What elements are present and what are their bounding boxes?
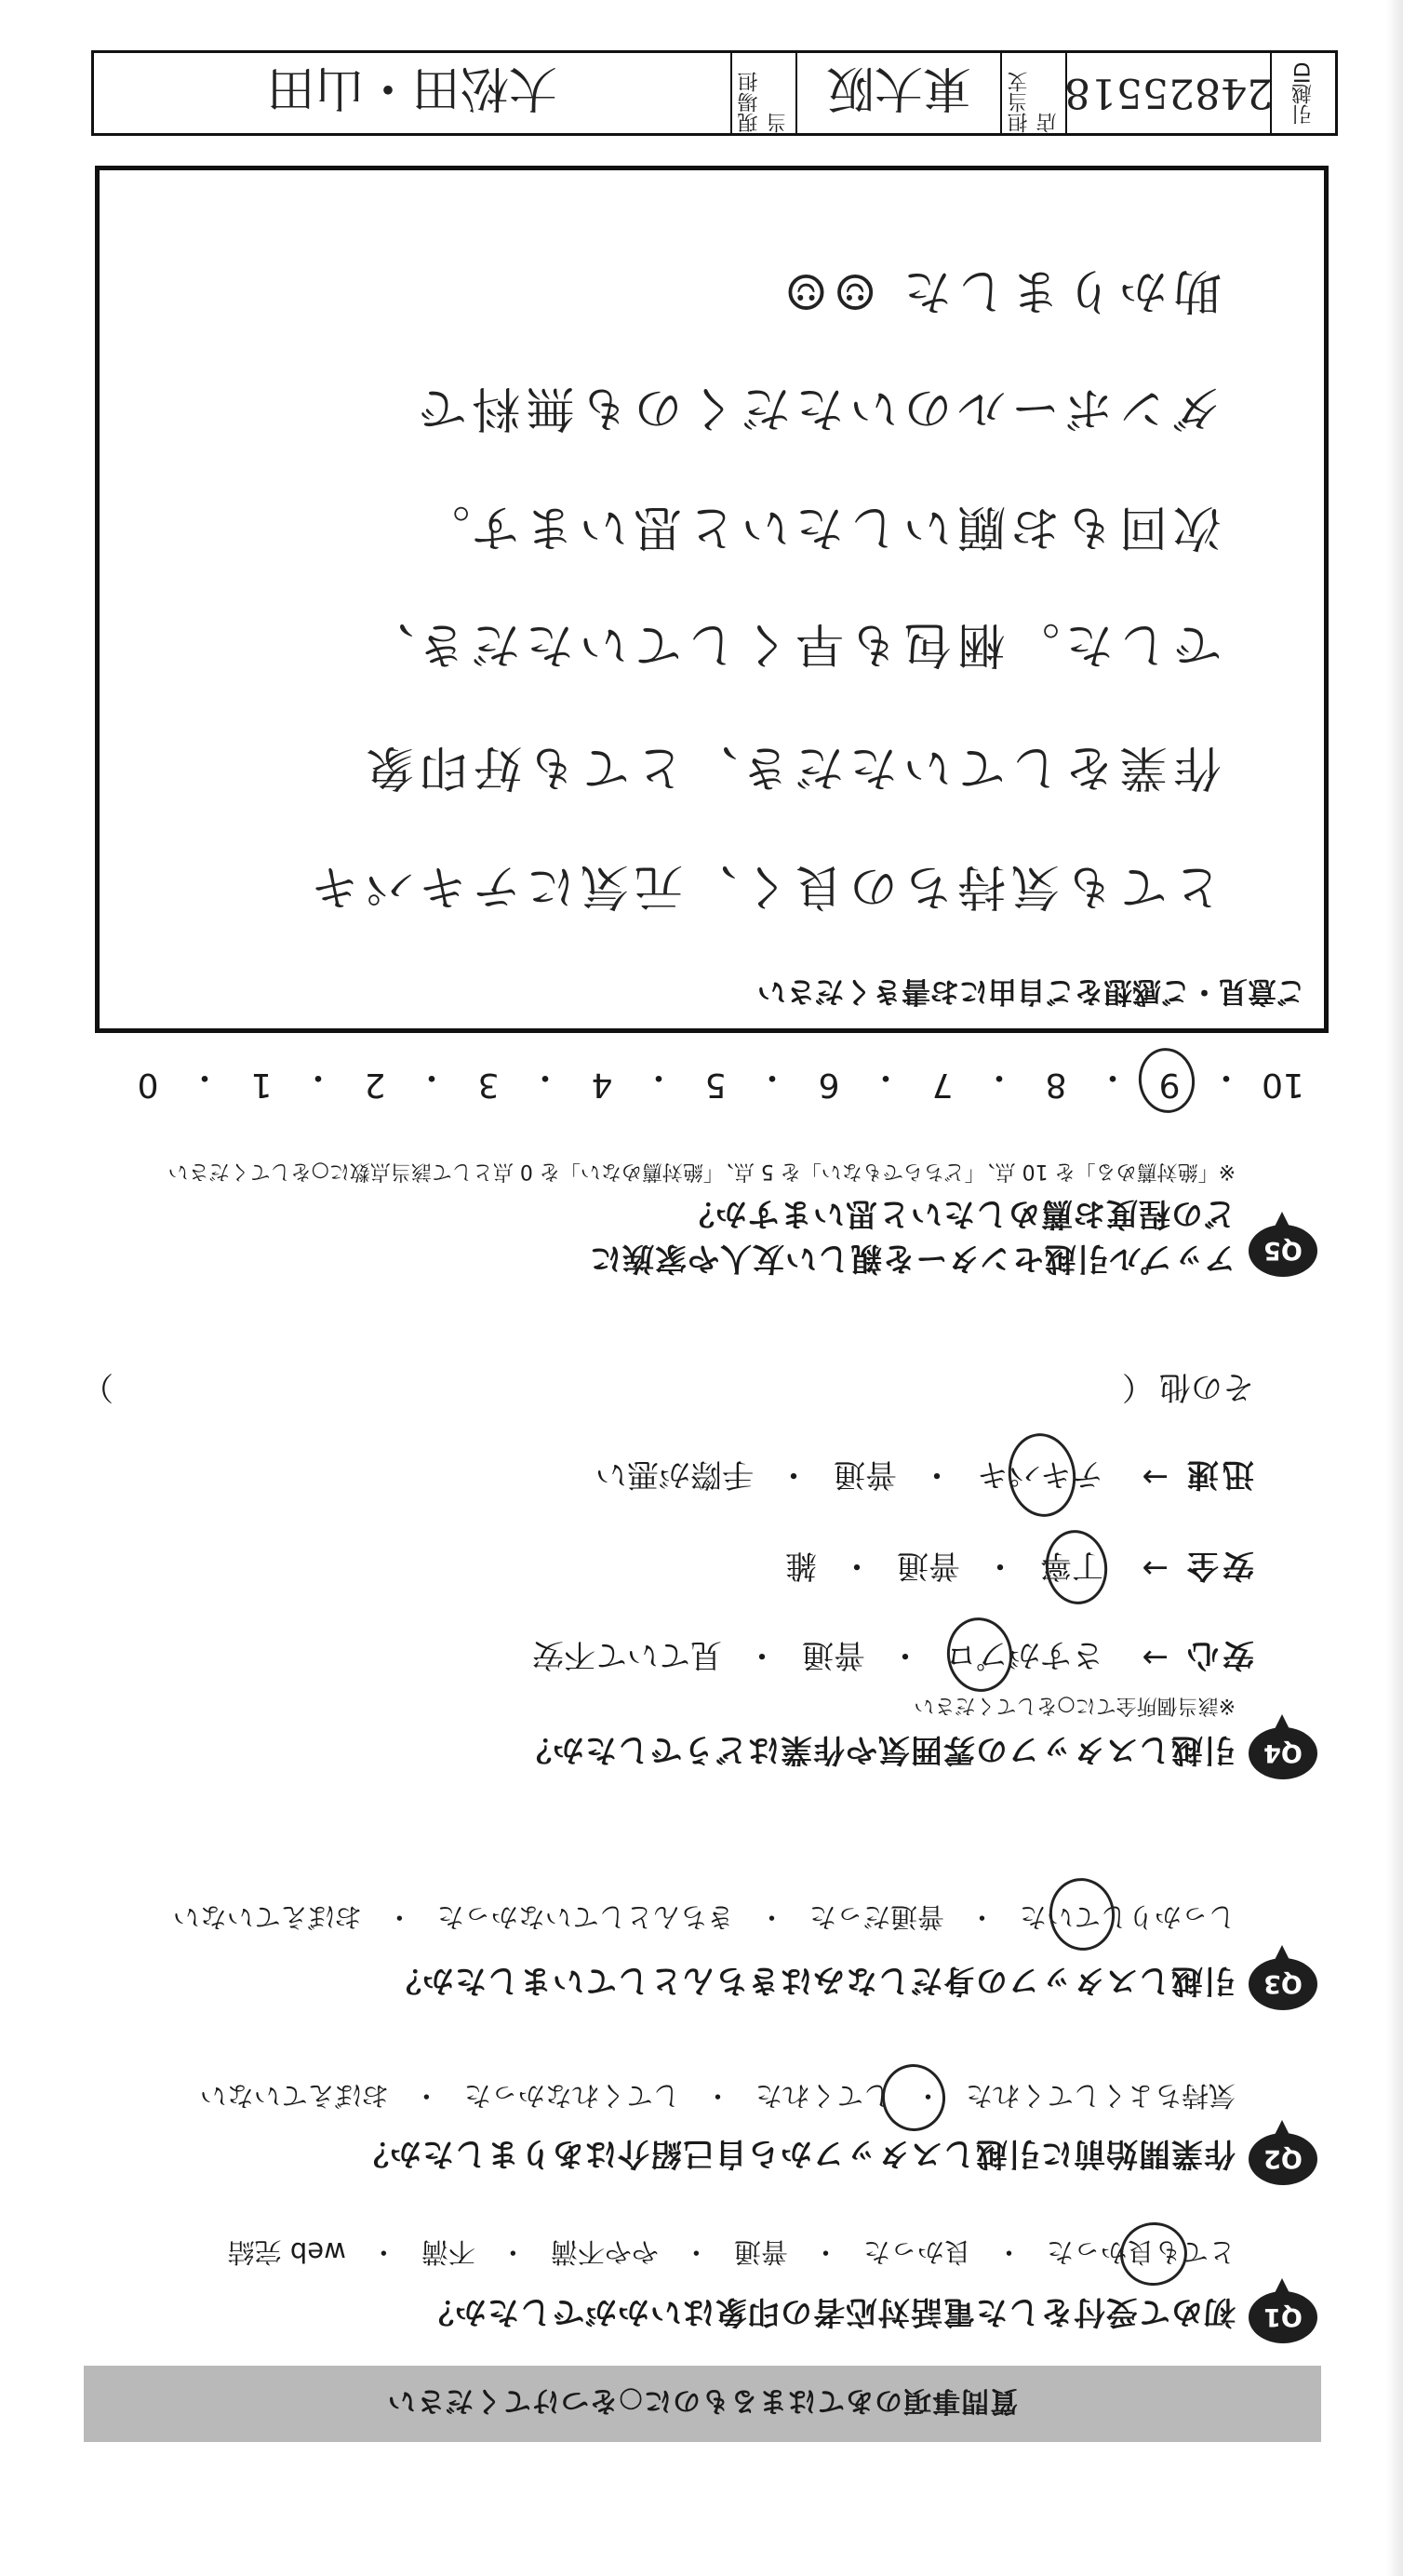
rating-option[interactable]: 1 (250, 1066, 273, 1104)
arrow-right-icon: → (1142, 1639, 1169, 1677)
q4-option[interactable]: 見ていて不安 (532, 1636, 722, 1673)
rating-option[interactable]: 0 (137, 1066, 159, 1104)
q4-row-label: 安心 (1183, 1636, 1254, 1673)
q4-other-field[interactable] (114, 1375, 1122, 1406)
q4-anzen-selection-circle (1041, 1526, 1112, 1608)
q4-option[interactable]: テキパキ (977, 1456, 1103, 1493)
q3-question: 引越しスタッフの身だしなみはきちんとしていましたか？ (389, 1962, 1236, 1999)
rating-separator: ・ (415, 1058, 449, 1096)
q1-selection-circle (1116, 2218, 1192, 2289)
q5-note: ※「絶対薦める」を 10 点、「どちらでもない」を 5 点、「絶対薦めない」を 0 点として該当点数に○をしてください (167, 1160, 1236, 1183)
rating-separator: ・ (1209, 1058, 1244, 1096)
q4-row-jinsoku: 迅速 → テキパキ ・ 普通 ・ 手際が悪い (595, 1455, 1254, 1500)
q4-anshin-selection-circle (942, 1614, 1017, 1697)
q4-badge: Q4 (1249, 1727, 1317, 1779)
q1-option[interactable]: 普通 (733, 2236, 788, 2268)
rating-separator: ・ (301, 1058, 336, 1096)
q3-option[interactable]: しっかりしていた (1019, 1901, 1236, 1933)
comment-line: ダンボールのいただくのも無料で (412, 380, 1222, 436)
comment-line: 作業をしていただき、とても好印象 (360, 739, 1222, 795)
instruction-banner: 質問事項のあてはまるものに○をつけてください (84, 2366, 1321, 2442)
comment-line: 助かりました ☺☺ (779, 262, 1222, 318)
q4-option[interactable]: 手際が悪い (595, 1456, 754, 1493)
field-leader-value: 大松田・山田 (267, 60, 558, 116)
q4-option[interactable]: さすがプロ (945, 1636, 1103, 1673)
rating-separator: ・ (869, 1058, 903, 1096)
branch-label: 担当支店 (1000, 53, 1065, 133)
q4-row-anshin: 安心 → さすがプロ ・ 普通 ・ 見ていて不安 (532, 1635, 1254, 1681)
rating-option[interactable]: 6 (818, 1066, 840, 1104)
q2-question: 作業開始前に引越しスタッフから自己紹介はありましたか？ (356, 2135, 1236, 2172)
comment-line: とても気持ちの良く、元気にテキパキ (305, 858, 1222, 914)
rating-separator: ・ (528, 1058, 563, 1096)
q1-option[interactable]: web 完結 (227, 2236, 346, 2268)
q4-other-label: その他 (1159, 1368, 1254, 1405)
q2-option[interactable]: おぼえていない (199, 2080, 389, 2112)
rating-separator: ・ (982, 1058, 1017, 1096)
q4-option[interactable]: 普通 (834, 1456, 897, 1493)
q5-question-line2: どの程度お薦めしたいと思いますか？ (682, 1195, 1236, 1232)
field-leader-label: 現場担当 (730, 53, 795, 133)
q1-badge: Q1 (1249, 2291, 1317, 2343)
comment-line: 次回もお願いしたいと思います。 (416, 499, 1222, 555)
q4-row-label: 迅速 (1183, 1456, 1254, 1493)
rating-separator: ・ (188, 1058, 222, 1096)
q4-other-open-paren: （ (1122, 1368, 1154, 1405)
rating-option[interactable]: 10 (1262, 1066, 1304, 1104)
q1-option[interactable]: やや不満 (550, 2236, 659, 2268)
q4-other-close-paren: ） (82, 1368, 114, 1405)
arrow-right-icon: → (1142, 1458, 1169, 1496)
q2-option[interactable]: 気持ちよくしてくれた (965, 2080, 1236, 2112)
q5-selection-circle (1134, 1044, 1198, 1117)
comment-line: でした。梱包も早くしていただき、 (360, 616, 1222, 672)
q3-option[interactable]: きちんとしていなかった (436, 1901, 734, 1933)
q3-selection-circle (1045, 1874, 1119, 1955)
q2-badge: Q2 (1249, 2133, 1317, 2185)
q4-row-label: 安全 (1183, 1547, 1254, 1584)
q4-question: 引越しスタッフの雰囲気や作業はどうでしたか？ (519, 1731, 1236, 1768)
q2-option[interactable]: してくれた (755, 2080, 890, 2112)
q5-badge: Q5 (1249, 1225, 1317, 1277)
arrow-right-icon: → (1142, 1550, 1169, 1588)
move-id-value: 24825518 (1065, 53, 1270, 133)
q4-option[interactable]: 雑 (785, 1547, 817, 1584)
q4-option[interactable]: 丁寧 (1040, 1547, 1103, 1584)
rating-option[interactable]: 9 (1131, 1056, 1208, 1104)
q4-note: ※該当個所全てに○をしてください (914, 1694, 1236, 1717)
q4-option[interactable]: 普通 (802, 1636, 865, 1673)
comment-box[interactable] (95, 166, 1329, 1033)
rating-option[interactable]: 5 (704, 1066, 727, 1104)
branch-value: 東大阪 (795, 53, 1000, 133)
q4-row-anzen: 安全 → 丁寧 ・ 普通 ・ 雑 (785, 1546, 1254, 1591)
rating-separator: ・ (1096, 1058, 1130, 1096)
q5-question-line1: アップル引越センターを親しい友人や家族に (589, 1240, 1236, 1277)
rating-option[interactable]: 3 (477, 1066, 500, 1104)
q1-option[interactable]: 不満 (421, 2236, 475, 2268)
q3-option[interactable]: 普通だった (808, 1901, 944, 1933)
q3-badge: Q3 (1249, 1958, 1317, 2010)
q2-option[interactable]: してくれなかった (463, 2080, 680, 2112)
rating-option[interactable]: 8 (1045, 1066, 1067, 1104)
move-id-label: 引越ID (1270, 53, 1335, 133)
rating-option[interactable]: 2 (364, 1066, 386, 1104)
q1-options: とても良かった ・ 良かった ・ 普通 ・ やや不満 ・ 不満 ・ web 完結 (228, 2234, 1236, 2273)
q3-option[interactable]: おぼえていない (172, 1901, 362, 1933)
scan-edge (1386, 0, 1403, 2576)
comment-title: ご意見・ご感想をご自由にお書きください (757, 974, 1305, 1008)
rating-separator: ・ (642, 1058, 676, 1096)
q4-jinsoku-selection-circle (1003, 1429, 1081, 1521)
rating-option[interactable]: 7 (931, 1066, 954, 1104)
q3-options: しっかりしていた ・ 普通だった ・ きちんとしていなかった ・ おぼえていない (173, 1899, 1236, 1938)
q1-option[interactable]: 良かった (862, 2236, 971, 2268)
rating-option[interactable]: 4 (591, 1066, 613, 1104)
move-id-table (91, 50, 1338, 136)
q4-option[interactable]: 普通 (897, 1547, 960, 1584)
rating-separator: ・ (755, 1058, 790, 1096)
q4-other-row (82, 1367, 1254, 1413)
rating-scale (84, 1056, 1321, 1104)
q1-option[interactable]: とても良かった (1046, 2236, 1236, 2268)
q2-options: 気持ちよくしてくれた ・ してくれた ・ してくれなかった ・ おぼえていない (200, 2078, 1236, 2116)
q1-question: 初めて受付をした電話対応者の印象はいかがでしたか？ (421, 2293, 1236, 2330)
q2-selection-circle (877, 2060, 949, 2136)
